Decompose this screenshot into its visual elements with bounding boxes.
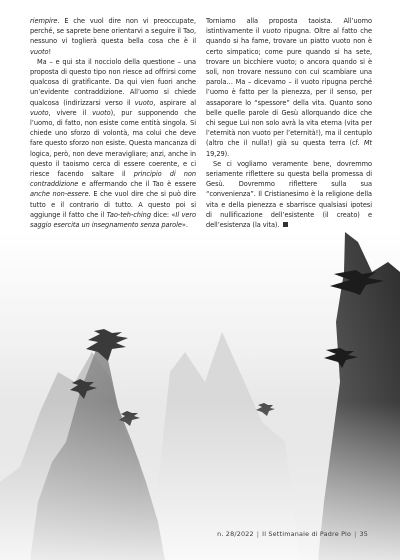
text-run: Se ci vogliamo veramente bene, dovremmo seriamente riflettere su questa bella promessa di Gesù. Dovremmo riflettere sulla sua “convenienza”. Il Cristianesimo è la religione della vita e della pienezza e sbarrisce qualsiasi ipotesi di nullificazione dell’esistente (il creato) e dell’esistenza (la vita).: [206, 159, 372, 230]
text-run: . E che vuol dire che si può dire tutto e il contrario di tutto. A questo poi si aggiunge il fatto che il: [30, 190, 196, 219]
italic-word: Mt: [363, 139, 372, 148]
italic-word: vuoto: [134, 98, 154, 107]
text-run: ), pur supponendo che l’uomo, di fatto, non esiste come entità singola. Si chiede uno sforzo di volontà, ma colui che deve fare questo sforzo non esiste. Questa mancanza di logica, però, non deve meravigliare; anzi, anche in questo il taoismo cerca di essere coerente, e ci riesce facendo saltare il: [30, 108, 197, 179]
paragraph: [30, 16, 196, 57]
footer-separator: |: [354, 530, 357, 538]
text-run: 19,29).: [206, 149, 230, 158]
italic-word: anche non-essere: [30, 190, 89, 199]
text-run: . E che vuol dire non vi preoccupate, perché, se saprete bene orientarvi a seguire il Tao, nessuno vi toglierà questa bella cosa che è il: [30, 17, 196, 46]
text-run: Torniamo alla proposta taoista. All’uomo istintivamente il: [206, 17, 372, 36]
text-run: , vivere il: [48, 108, 93, 117]
paragraph: [206, 16, 372, 159]
page-number: 35: [359, 530, 368, 538]
footer-separator: |: [256, 530, 260, 538]
text-run: !: [48, 47, 52, 56]
italic-word: riempire: [30, 17, 58, 25]
text-column-right: [206, 16, 372, 230]
text-column-left: [30, 16, 196, 230]
text-run: , aspirare al: [153, 98, 196, 107]
text-run: e affermando che il Tao è essere: [78, 180, 196, 189]
issue-number: n. 28/2022: [217, 530, 254, 538]
paragraph: [30, 57, 196, 230]
text-run: Ma – e qui sta il nocciolo della questione – una proposta di questo tipo non riesce ad offrirsi come qualcosa di gratificante. Da qui vien fuori anche un’evidente contraddizione. All’uomo si chiede qualcosa (indirizzarsi verso il: [30, 57, 196, 107]
publication-name: Il Settimanale di Padre Pio: [262, 530, 352, 538]
text-run: ripugna. Oltre al fatto che quando si ha fame, trovare un piatto vuoto non è certo simpatico; come pure quando si ha sete, trovare un bicchiere vuoto; o ancora quando si è soli, non trovare nessuno con cui scambiare una parola… Ma – dicevamo – il vuoto ripugna perché l’uomo è fatto per la pienezza, per il senso, per assaporare lo “spessore” della vita. Quanto sono belle quelle parole di Gesù allorquando dice che chi segue Lui non solo avrà la vita eterna (vita per l’eternità non vuoto per l’eternità!), ma il centuplo (altro che il nulla!) già su questa terra (cf.: [206, 27, 372, 148]
italic-word: vuoto: [92, 108, 111, 117]
mountain-photo: [0, 232, 400, 560]
paragraph: [206, 159, 372, 230]
italic-word: Tao-teh-ching: [106, 210, 151, 219]
italic-word: vuoto: [30, 108, 49, 117]
text-run: dice: «: [150, 210, 176, 219]
italic-word: principio di non contraddizione: [30, 170, 197, 189]
italic-quote: Il vero saggio esercita un insegnamento senza parole: [30, 210, 197, 230]
italic-word: vuoto: [262, 27, 281, 36]
italic-word: vuoto: [30, 47, 49, 56]
mountain-illustration: [0, 232, 400, 560]
page-footer: [217, 530, 368, 538]
end-of-article-mark: [283, 222, 288, 227]
text-run: ».: [181, 221, 188, 230]
